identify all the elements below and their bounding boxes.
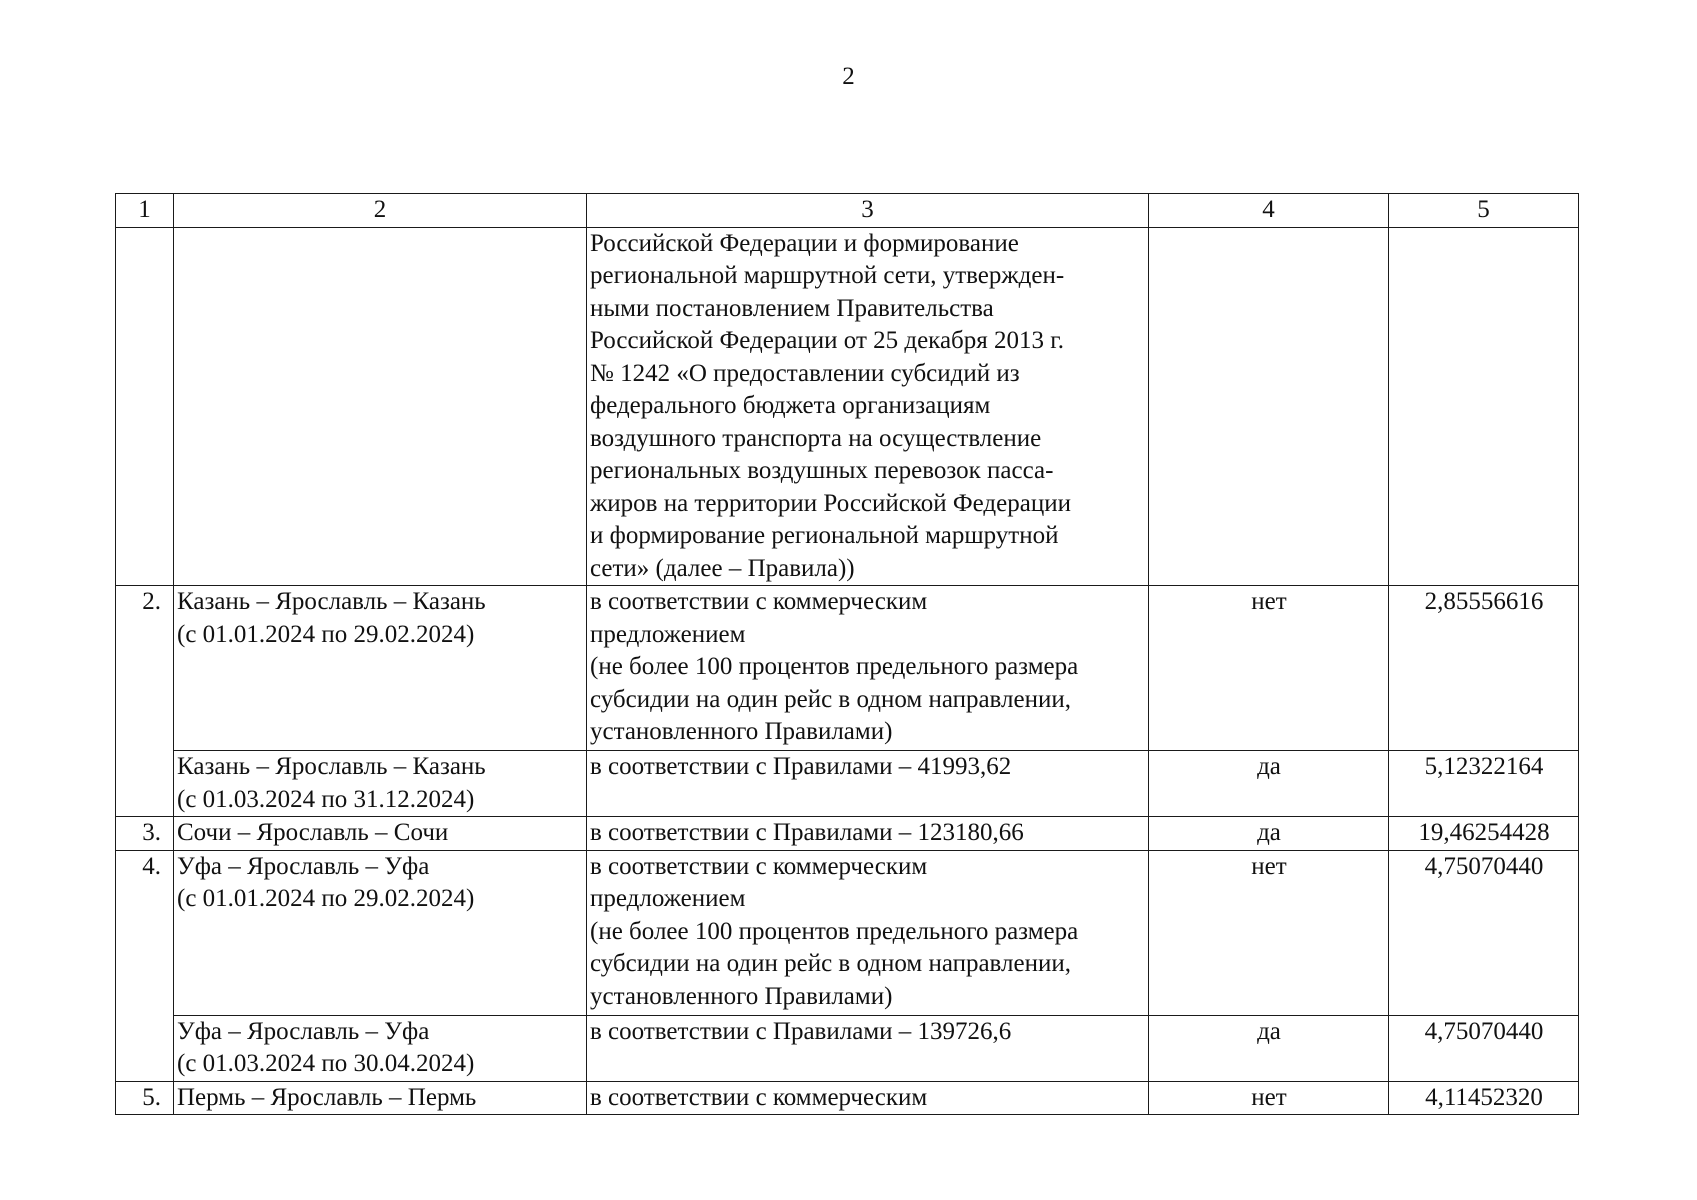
- flag-cell: нет: [1149, 1081, 1389, 1115]
- route-cell: Казань – Ярославль – Казань (с 01.03.2024 по 31.12.2024): [174, 751, 587, 817]
- row-number-cell: 5.: [116, 1081, 174, 1115]
- value-cell: 2,85556616: [1389, 586, 1579, 751]
- table-row: [116, 586, 1579, 751]
- description-cell: в соответствии с коммерческим предложением (не более 100 процентов предельного размера субсидии на один рейс в одном направлении, установленного Правилами): [587, 850, 1149, 1015]
- table-row: [116, 1015, 1579, 1081]
- row-number-cell: 3.: [116, 817, 174, 851]
- subsidy-table: [115, 193, 1579, 1115]
- flag-cell: нет: [1149, 850, 1389, 1015]
- route-cell: [174, 227, 587, 586]
- table-row: [116, 850, 1579, 1015]
- flag-cell: [1149, 227, 1389, 586]
- route-cell: Казань – Ярославль – Казань (с 01.01.2024 по 29.02.2024): [174, 586, 587, 751]
- row-number-cell: 2.: [116, 586, 174, 817]
- flag-cell: да: [1149, 1015, 1389, 1081]
- route-cell: Пермь – Ярославль – Пермь: [174, 1081, 587, 1115]
- description-cell: в соответствии с Правилами – 123180,66: [587, 817, 1149, 851]
- value-cell: 19,46254428: [1389, 817, 1579, 851]
- table-row: [116, 1081, 1579, 1115]
- flag-cell: да: [1149, 817, 1389, 851]
- row-number-cell: 4.: [116, 850, 174, 1081]
- header-cell-4: 4: [1149, 194, 1389, 228]
- page-number: 2: [842, 63, 855, 90]
- description-cell: в соответствии с коммерческим предложением (не более 100 процентов предельного размера субсидии на один рейс в одном направлении, установленного Правилами): [587, 586, 1149, 751]
- value-cell: 5,12322164: [1389, 751, 1579, 817]
- continuation-text: Российской Федерации и формирование региональной маршрутной сети, утвержден- ными постановлением Правительства Российской Федерации от 25 декабря 2013 г. № 1242 «О предоставлении субсидий из федерального бюджета организациям воздушного транспорта на осуществление региональных воздушных перевозок пасса- жиров на территории Российской Федерации и формирование региональной маршрутной сети» (далее – Правила)): [587, 227, 1149, 586]
- flag-cell: нет: [1149, 586, 1389, 751]
- header-cell-1: 1: [116, 194, 174, 228]
- value-cell: 4,75070440: [1389, 850, 1579, 1015]
- description-cell: в соответствии с Правилами – 139726,6: [587, 1015, 1149, 1081]
- header-cell-5: 5: [1389, 194, 1579, 228]
- route-cell: Сочи – Ярославль – Сочи: [174, 817, 587, 851]
- flag-cell: да: [1149, 751, 1389, 817]
- table-header-row: [116, 194, 1579, 228]
- row-number-cell: [116, 227, 174, 586]
- table-row-continuation: [116, 227, 1579, 586]
- value-cell: 4,75070440: [1389, 1015, 1579, 1081]
- description-cell: в соответствии с коммерческим: [587, 1081, 1149, 1115]
- description-cell: в соответствии с Правилами – 41993,62: [587, 751, 1149, 817]
- header-cell-2: 2: [174, 194, 587, 228]
- table-row: [116, 817, 1579, 851]
- table-row: [116, 751, 1579, 817]
- route-cell: Уфа – Ярославль – Уфа (с 01.01.2024 по 29.02.2024): [174, 850, 587, 1015]
- route-cell: Уфа – Ярославль – Уфа (с 01.03.2024 по 30.04.2024): [174, 1015, 587, 1081]
- value-cell: 4,11452320: [1389, 1081, 1579, 1115]
- value-cell: [1389, 227, 1579, 586]
- header-cell-3: 3: [587, 194, 1149, 228]
